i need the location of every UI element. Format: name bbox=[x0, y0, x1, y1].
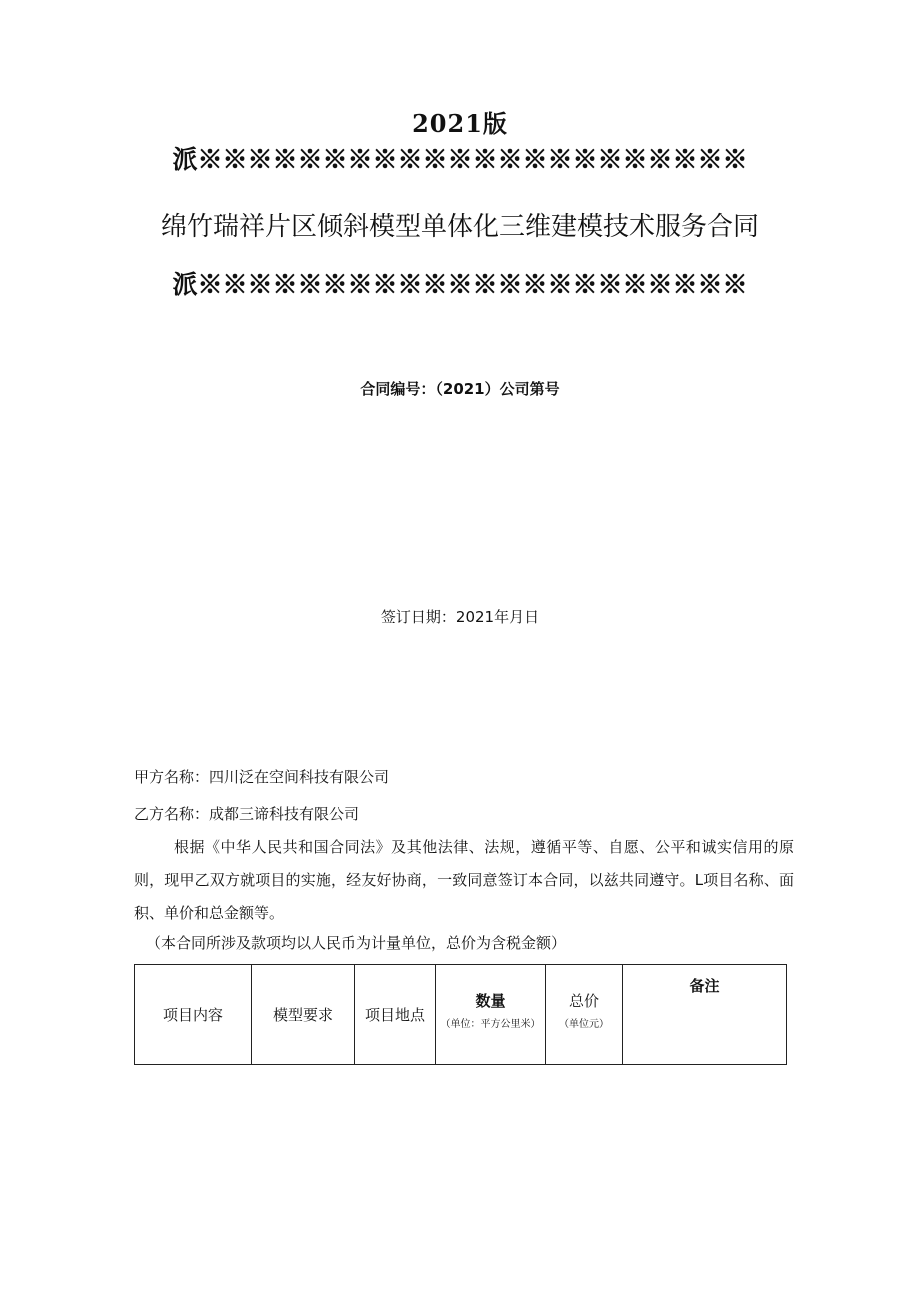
contract-title: 绵竹瑞祥片区倾斜模型单体化三维建模技术服务合同 bbox=[160, 212, 759, 242]
header-quantity-unit: （单位：平方公里米） bbox=[440, 1019, 541, 1030]
project-items-table bbox=[134, 964, 787, 1065]
party-b-name: 乙方名称：成都三谛科技有限公司 bbox=[134, 805, 360, 823]
currency-note: （本合同所涉及款项均以人民币为计量单位，总价为含税金额） bbox=[146, 934, 567, 952]
preamble-paragraph: 根据《中华人民共和国合同法》及其他法律、法规，遵循平等、自愿、公平和诚实信用的原则，现甲乙双方就项目的实施，经友好协商，一致同意签订本合同，以兹共同遵守。L项目名称、面积、单价和总金额等。 bbox=[134, 838, 794, 922]
header-total-label: 总价 bbox=[568, 992, 599, 1010]
header-remarks-label: 备注 bbox=[689, 977, 720, 995]
contract-number: 合同编号：（2021）公司第号 bbox=[360, 380, 560, 398]
party-a-name: 甲方名称：四川泛在空间科技有限公司 bbox=[134, 768, 390, 786]
sign-date: 签订日期：2021年月日 bbox=[380, 608, 540, 626]
header-total-price bbox=[546, 965, 623, 1065]
table-header-row bbox=[135, 965, 787, 1065]
header-total-unit: （单位元） bbox=[559, 1019, 609, 1030]
header-quantity bbox=[436, 965, 546, 1065]
decoration-line-top: 派※※※※※※※※※※※※※※※※※※※※※※ bbox=[172, 145, 748, 174]
edition-label: 2021版 bbox=[412, 109, 508, 138]
header-model-requirement: 模型要求 bbox=[252, 965, 355, 1065]
decoration-line-bottom: 派※※※※※※※※※※※※※※※※※※※※※※ bbox=[172, 270, 748, 299]
header-project-content: 项目内容 bbox=[135, 965, 252, 1065]
header-project-location: 项目地点 bbox=[355, 965, 436, 1065]
header-quantity-label: 数量 bbox=[475, 992, 506, 1010]
header-remarks bbox=[623, 965, 787, 1065]
